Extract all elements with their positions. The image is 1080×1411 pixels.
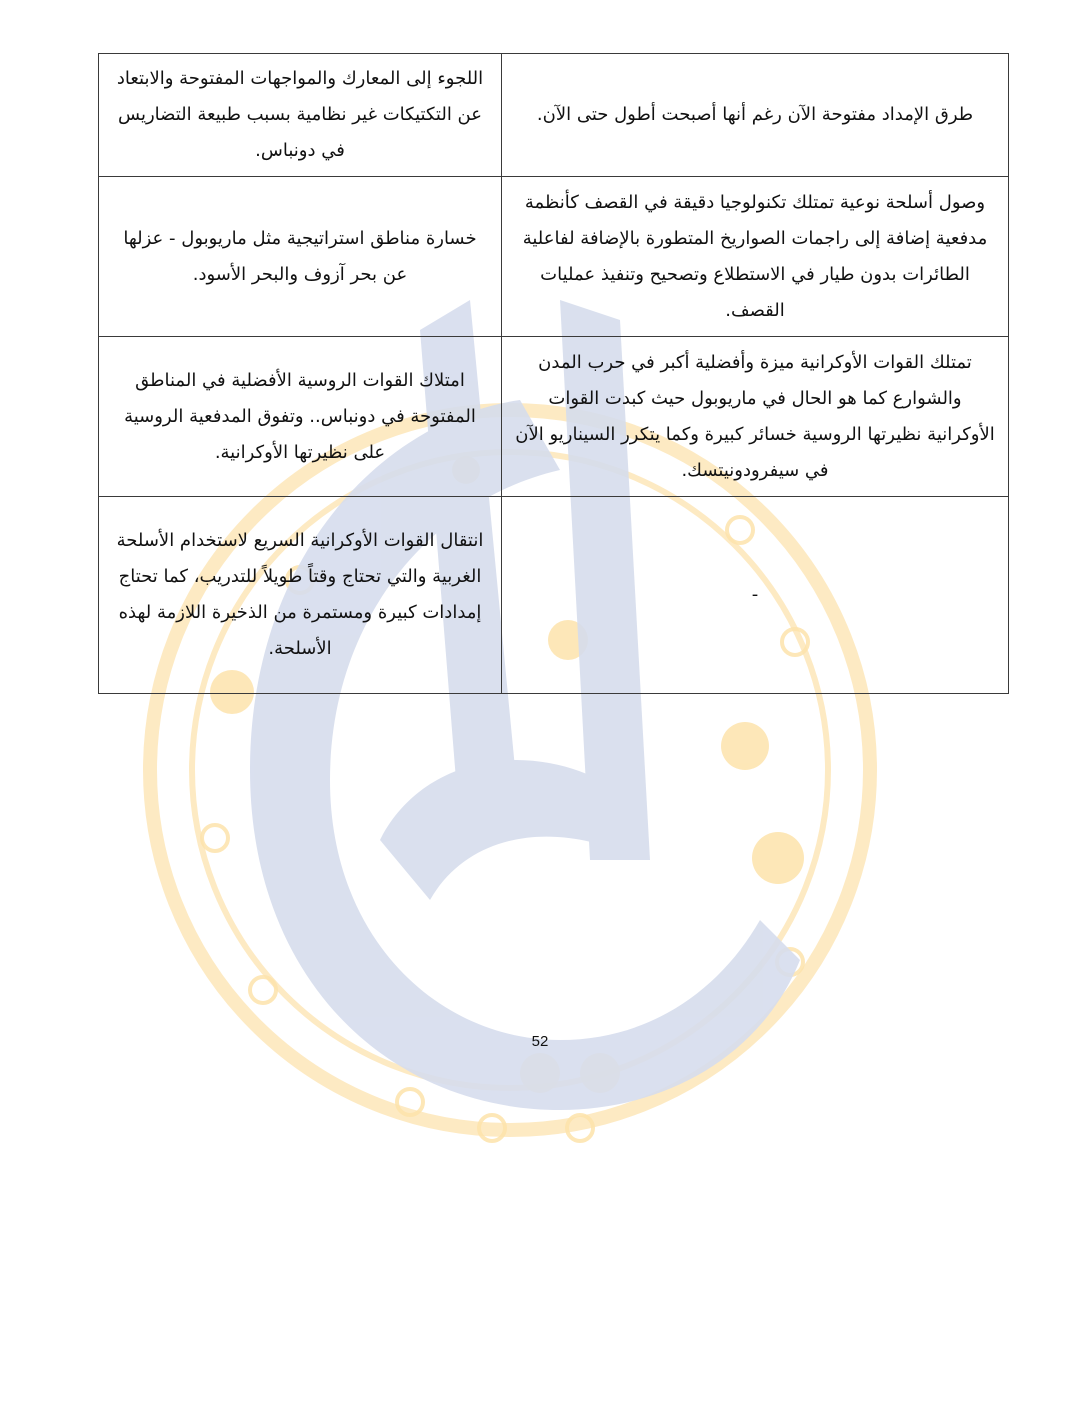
table-cell-left: امتلاك القوات الروسية الأفضلية في المناطق المفتوحة في دونباس.. وتفوق المدفعية الروسية على نظيرتها الأوكرانية. <box>99 337 502 497</box>
comparison-table <box>98 53 1009 694</box>
table-row <box>99 177 1009 337</box>
table-cell-left: خسارة مناطق استراتيجية مثل ماريوبول - عزلها عن بحر آزوف والبحر الأسود. <box>99 177 502 337</box>
table-row <box>99 54 1009 177</box>
table-cell-right: وصول أسلحة نوعية تمتلك تكنولوجيا دقيقة في القصف كأنظمة مدفعية إضافة إلى راجمات الصواريخ المتطورة بالإضافة لفاعلية الطائرات بدون طيار في الاستطلاع وتصحيح وتنفيذ عمليات القصف. <box>502 177 1009 337</box>
table-cell-right: - <box>502 497 1009 694</box>
table-cell-right: تمتلك القوات الأوكرانية ميزة وأفضلية أكبر في حرب المدن والشوارع كما هو الحال في ماريوبول حيث كبدت القوات الأوكرانية نظيرتها الروسية خسائر كبيرة وكما يتكرر السيناريو الآن في سيفرودونيتسك. <box>502 337 1009 497</box>
table-cell-right: طرق الإمداد مفتوحة الآن رغم أنها أصبحت أطول حتى الآن. <box>502 54 1009 177</box>
table-row <box>99 337 1009 497</box>
table-row <box>99 497 1009 694</box>
page-number: 52 <box>531 1033 549 1050</box>
table-cell-left: انتقال القوات الأوكرانية السريع لاستخدام الأسلحة الغربية والتي تحتاج وقتاً طويلاً للتدريب، كما تحتاج إمدادات كبيرة ومستمرة من الذخيرة اللازمة لهذه الأسلحة. <box>99 497 502 694</box>
table-cell-left: اللجوء إلى المعارك والمواجهات المفتوحة والابتعاد عن التكتيكات غير نظامية بسبب طبيعة التضاريس في دونباس. <box>99 54 502 177</box>
